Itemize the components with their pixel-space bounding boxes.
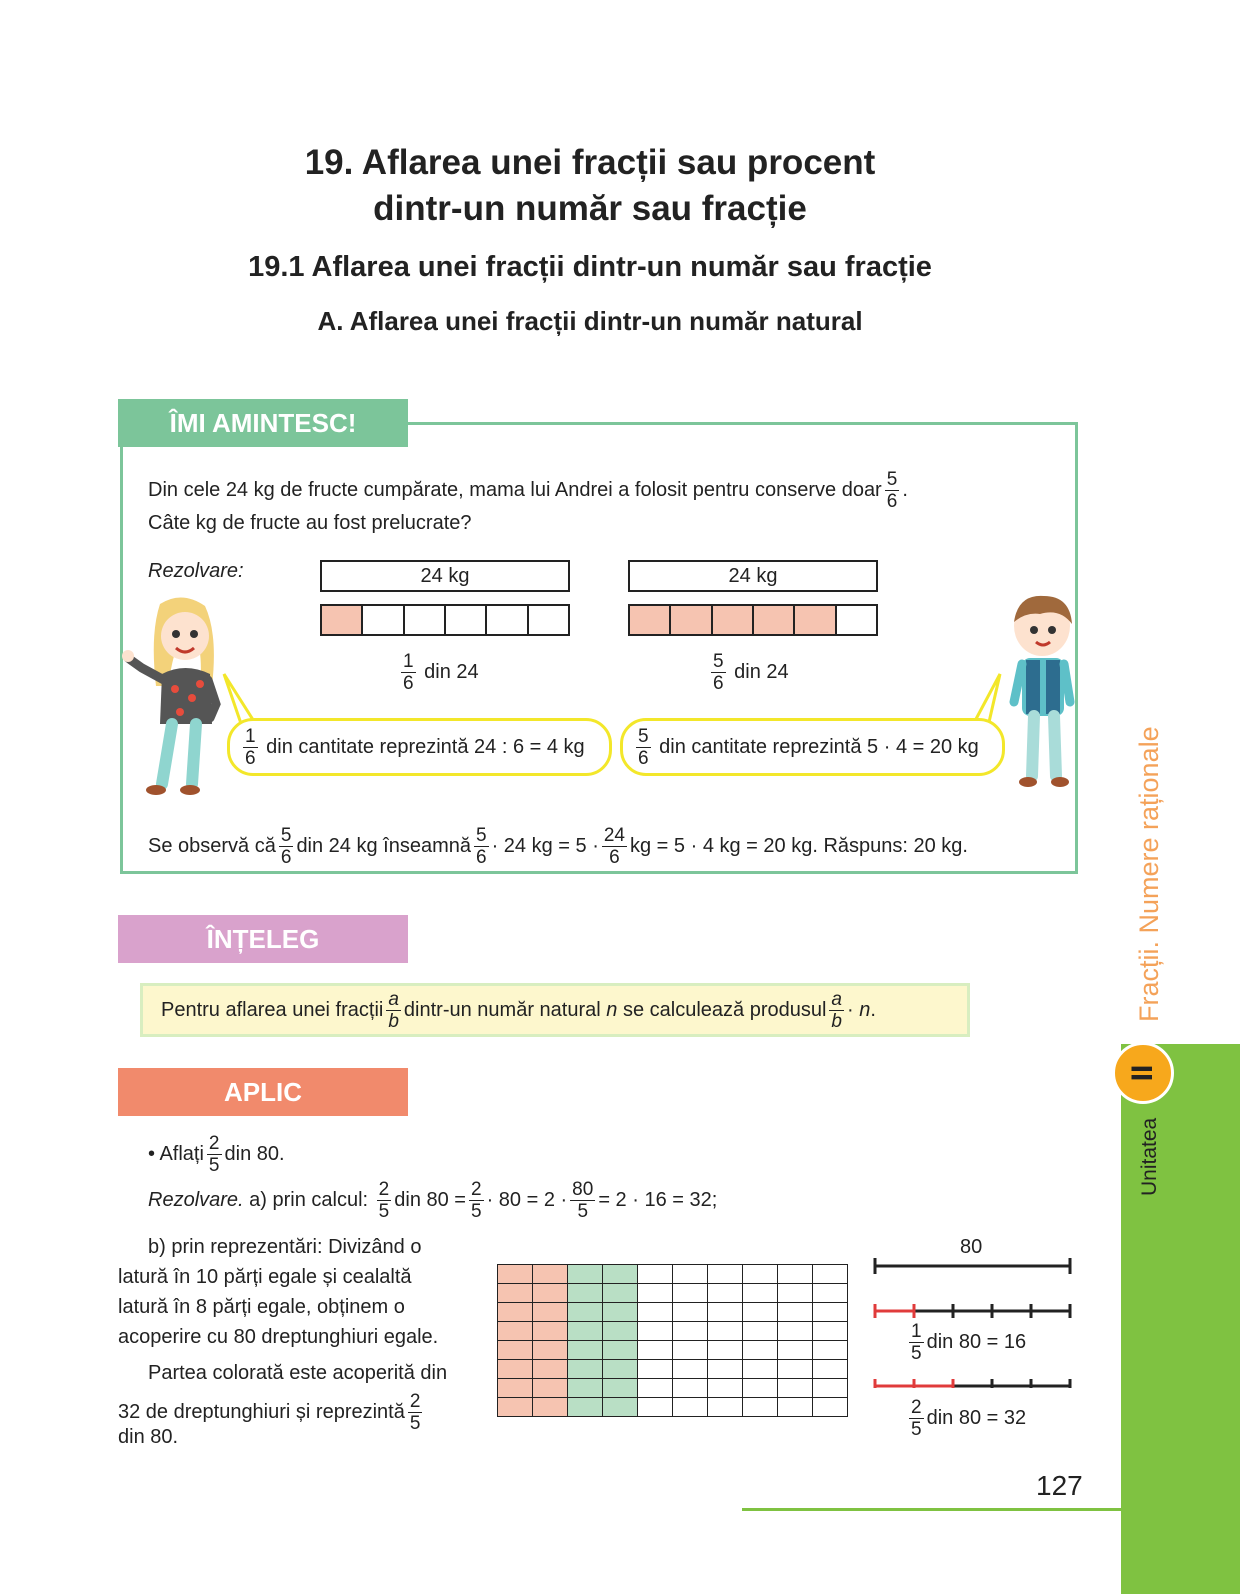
grid-cell <box>568 1284 603 1303</box>
grid-cell <box>708 1322 743 1341</box>
grid-cell <box>673 1303 708 1322</box>
problem-line1: Din cele 24 kg de fructe cumpărate, mama lui Andrei a folosit pentru conserve doar $\frac{5}{6}$ . <box>148 469 908 512</box>
grid-cell <box>638 1322 673 1341</box>
grid-cell <box>568 1265 603 1284</box>
grid-row <box>498 1398 848 1417</box>
grid-cell <box>743 1360 778 1379</box>
bar-part <box>671 606 712 634</box>
footer-rule <box>742 1508 1122 1511</box>
bar-part <box>754 606 795 634</box>
segment-caption-2: $\frac{2}{5}$ din 80 = 32 <box>911 1397 1027 1440</box>
grid-cell <box>533 1379 568 1398</box>
page-number: 127 <box>1036 1470 1083 1501</box>
grid-cell <box>813 1303 848 1322</box>
grid-cell <box>778 1398 813 1417</box>
grid-cell <box>568 1341 603 1360</box>
grid-row <box>498 1322 848 1341</box>
grid-cell <box>708 1265 743 1284</box>
grid-cell <box>638 1303 673 1322</box>
grid-cell <box>603 1322 638 1341</box>
bar-part <box>630 606 671 634</box>
grid-cell <box>813 1360 848 1379</box>
grid-row <box>498 1303 848 1322</box>
grid-cell <box>743 1398 778 1417</box>
bar-part <box>529 606 568 634</box>
grid-cell <box>533 1341 568 1360</box>
grid-cell <box>673 1398 708 1417</box>
grid-cell <box>603 1379 638 1398</box>
grid-cell <box>638 1360 673 1379</box>
fraction: $\frac{2}{5}$ <box>470 1179 482 1222</box>
grid-cell <box>813 1398 848 1417</box>
conclusion-line: Se observă că $\frac{5}{6}$ din 24 kg înseamnă $\frac{5}{6}$ · 24 kg = 5 · $\frac{24}{6}$ kg = 5 · 4 kg = 20 kg. Răspuns: 20 kg. <box>148 825 968 868</box>
grid-cell <box>498 1303 533 1322</box>
grid-cell <box>778 1284 813 1303</box>
diagram-caption-right: $\frac{5}{6}$ din 24 <box>713 651 789 694</box>
grid-cell <box>743 1341 778 1360</box>
unit-word: Unitatea <box>1138 1117 1161 1196</box>
bar-parts-right <box>628 604 878 636</box>
fraction: $\frac{1}{5}$ <box>911 1321 922 1364</box>
bar-part <box>446 606 487 634</box>
aplic-conclusion-line2: 32 de dreptunghiuri și reprezintă $\frac{2}{5}$ <box>118 1391 421 1434</box>
grid-cell <box>498 1379 533 1398</box>
boy-illustration <box>1000 592 1080 802</box>
fraction: $\frac{2}{5}$ <box>409 1391 421 1434</box>
grid-cell <box>603 1265 638 1284</box>
bar-part <box>405 606 446 634</box>
grid-cell <box>603 1341 638 1360</box>
bar-total-left: 24 kg <box>320 560 570 592</box>
grid-cell <box>498 1341 533 1360</box>
grid-cell <box>743 1284 778 1303</box>
grid-cell <box>708 1284 743 1303</box>
bar-parts-left <box>320 604 570 636</box>
grid-cell <box>533 1398 568 1417</box>
grid-cell <box>603 1303 638 1322</box>
grid-cell <box>568 1398 603 1417</box>
segment-total-label: 80 <box>960 1236 983 1258</box>
grid-cell <box>673 1284 708 1303</box>
grid-row <box>498 1265 848 1284</box>
aplic-banner: APLIC <box>118 1068 408 1116</box>
grid-cell <box>638 1265 673 1284</box>
aplic-rezolvare-a: Rezolvare. a) prin calcul: $\frac{2}{5}$ din 80 = $\frac{2}{5}$ · 80 = 2 · $\frac{80}{5}$ = 2 · 16 = 32; <box>148 1179 718 1222</box>
grid-cell <box>813 1322 848 1341</box>
grid-cell <box>533 1284 568 1303</box>
bar-part <box>322 606 363 634</box>
bar-part <box>713 606 754 634</box>
unit-badge <box>1112 1042 1174 1104</box>
grid-cell <box>708 1303 743 1322</box>
segment-caption-1: $\frac{1}{5}$ din 80 = 16 <box>911 1321 1027 1364</box>
grid-cell <box>533 1265 568 1284</box>
bar-part <box>795 606 836 634</box>
diagram-caption-left: $\frac{1}{6}$ din 24 <box>403 651 479 694</box>
grid-cell <box>568 1322 603 1341</box>
grid-cell <box>498 1360 533 1379</box>
grid-cell <box>743 1303 778 1322</box>
grid-cell <box>673 1341 708 1360</box>
grid-cell <box>568 1360 603 1379</box>
fraction: $\frac{1}{6}$ <box>245 725 256 769</box>
subchapter-title: 19.1 Aflarea unei fracții dintr-un număr sau fracție <box>248 251 932 283</box>
segment-two-fifths <box>875 1379 1070 1388</box>
grid-cell <box>533 1360 568 1379</box>
grid-cell <box>813 1284 848 1303</box>
inteleg-rule-box <box>140 983 970 1037</box>
aplic-conclusion-line3: din 80. <box>118 1426 179 1448</box>
segment-one-fifth <box>875 1304 1070 1318</box>
rectangle-grid <box>497 1264 848 1417</box>
section-title: A. Aflarea unei fracții dintr-un număr natural <box>317 306 863 336</box>
grid-cell <box>778 1303 813 1322</box>
grid-cell <box>778 1322 813 1341</box>
segment-total <box>875 1258 1070 1274</box>
grid-cell <box>568 1379 603 1398</box>
grid-cell <box>813 1341 848 1360</box>
fraction: $\frac{1}{6}$ <box>403 651 414 694</box>
chapter-title <box>0 140 1180 232</box>
chapter-title-line1: 19. Aflarea unei fracții sau procent <box>304 143 876 182</box>
bar-part <box>487 606 528 634</box>
grid-cell <box>638 1341 673 1360</box>
fraction: $\frac{2}{5}$ <box>911 1397 922 1440</box>
fraction: $\frac{5}{6}$ <box>713 651 724 694</box>
speech-bubble-left: $\frac{1}{6}$ din cantitate reprezintă 24 : 6 = 4 kg <box>227 718 612 776</box>
grid-cell <box>498 1322 533 1341</box>
grid-row <box>498 1360 848 1379</box>
grid-cell <box>498 1398 533 1417</box>
grid-row <box>498 1379 848 1398</box>
fraction: $\frac{5}{6}$ <box>280 825 292 868</box>
grid-cell <box>603 1284 638 1303</box>
grid-row <box>498 1341 848 1360</box>
aplic-rezolvare-b: b) prin reprezentări: Divizând o latură în 10 părți egale și cealaltă latură în 8 părți egale, obținem o acoperire cu 80 dreptunghiuri egale. <box>118 1236 439 1348</box>
inteleg-banner: ÎNȚELEG <box>118 915 408 963</box>
grid-cell <box>778 1379 813 1398</box>
grid-cell <box>603 1398 638 1417</box>
chapter-title-line2: dintr-un număr sau fracție <box>373 189 807 228</box>
grid-cell <box>778 1360 813 1379</box>
fraction: $\frac{5}{6}$ <box>476 825 487 868</box>
grid-cell <box>673 1265 708 1284</box>
imi-amintesc-banner: ÎMI AMINTESC! <box>118 399 408 447</box>
aplic-conclusion-line1: Partea colorată este acoperită din <box>148 1362 448 1384</box>
grid-cell <box>498 1284 533 1303</box>
grid-cell <box>813 1379 848 1398</box>
fraction: $\frac{5}{6}$ <box>638 725 649 769</box>
fraction: $\frac{a}{b}$ <box>831 988 842 1032</box>
grid-cell <box>743 1322 778 1341</box>
grid-cell <box>498 1265 533 1284</box>
bar-total-right: 24 kg <box>628 560 878 592</box>
grid-cell <box>638 1284 673 1303</box>
grid-cell <box>708 1360 743 1379</box>
grid-cell <box>743 1379 778 1398</box>
unit-number: II <box>1126 1064 1159 1082</box>
grid-cell <box>638 1398 673 1417</box>
inteleg-rule: Pentru aflarea unei fracții $\frac{a}{b}$ dintr-un număr natural n se calculează produsul $\frac{a}{b}$ · n . <box>161 988 876 1032</box>
fraction: $\frac{2}{5}$ <box>378 1179 390 1222</box>
aplic-task: • Aflați $\frac{2}{5}$ din 80. <box>148 1133 285 1176</box>
unit-title: Fracții. Numere raționale <box>1134 726 1164 1022</box>
grid-cell <box>673 1360 708 1379</box>
bar-part <box>363 606 404 634</box>
grid-cell <box>778 1341 813 1360</box>
fraction: $\frac{2}{5}$ <box>208 1133 220 1176</box>
grid-cell <box>638 1379 673 1398</box>
problem-line2: Câte kg de fructe au fost prelucrate? <box>148 512 472 534</box>
grid-cell <box>533 1303 568 1322</box>
grid-cell <box>778 1265 813 1284</box>
speech-bubble-right: $\frac{5}{6}$ din cantitate reprezintă 5 · 4 = 20 kg <box>620 718 1005 776</box>
fraction: $\frac{a}{b}$ <box>388 988 399 1032</box>
grid-cell <box>533 1322 568 1341</box>
bar-part <box>837 606 876 634</box>
grid-cell <box>708 1398 743 1417</box>
grid-cell <box>708 1341 743 1360</box>
grid-row <box>498 1284 848 1303</box>
fraction: $\frac{80}{5}$ <box>572 1179 594 1222</box>
grid-cell <box>708 1379 743 1398</box>
grid-cell <box>813 1265 848 1284</box>
grid-cell <box>568 1303 603 1322</box>
grid-cell <box>673 1379 708 1398</box>
rezolvare-label: Rezolvare: <box>148 560 244 582</box>
fraction: $\frac{24}{6}$ <box>603 825 625 868</box>
grid-cell <box>743 1265 778 1284</box>
grid-cell <box>673 1322 708 1341</box>
grid-cell <box>603 1360 638 1379</box>
fraction: $\frac{5}{6}$ <box>886 469 898 512</box>
